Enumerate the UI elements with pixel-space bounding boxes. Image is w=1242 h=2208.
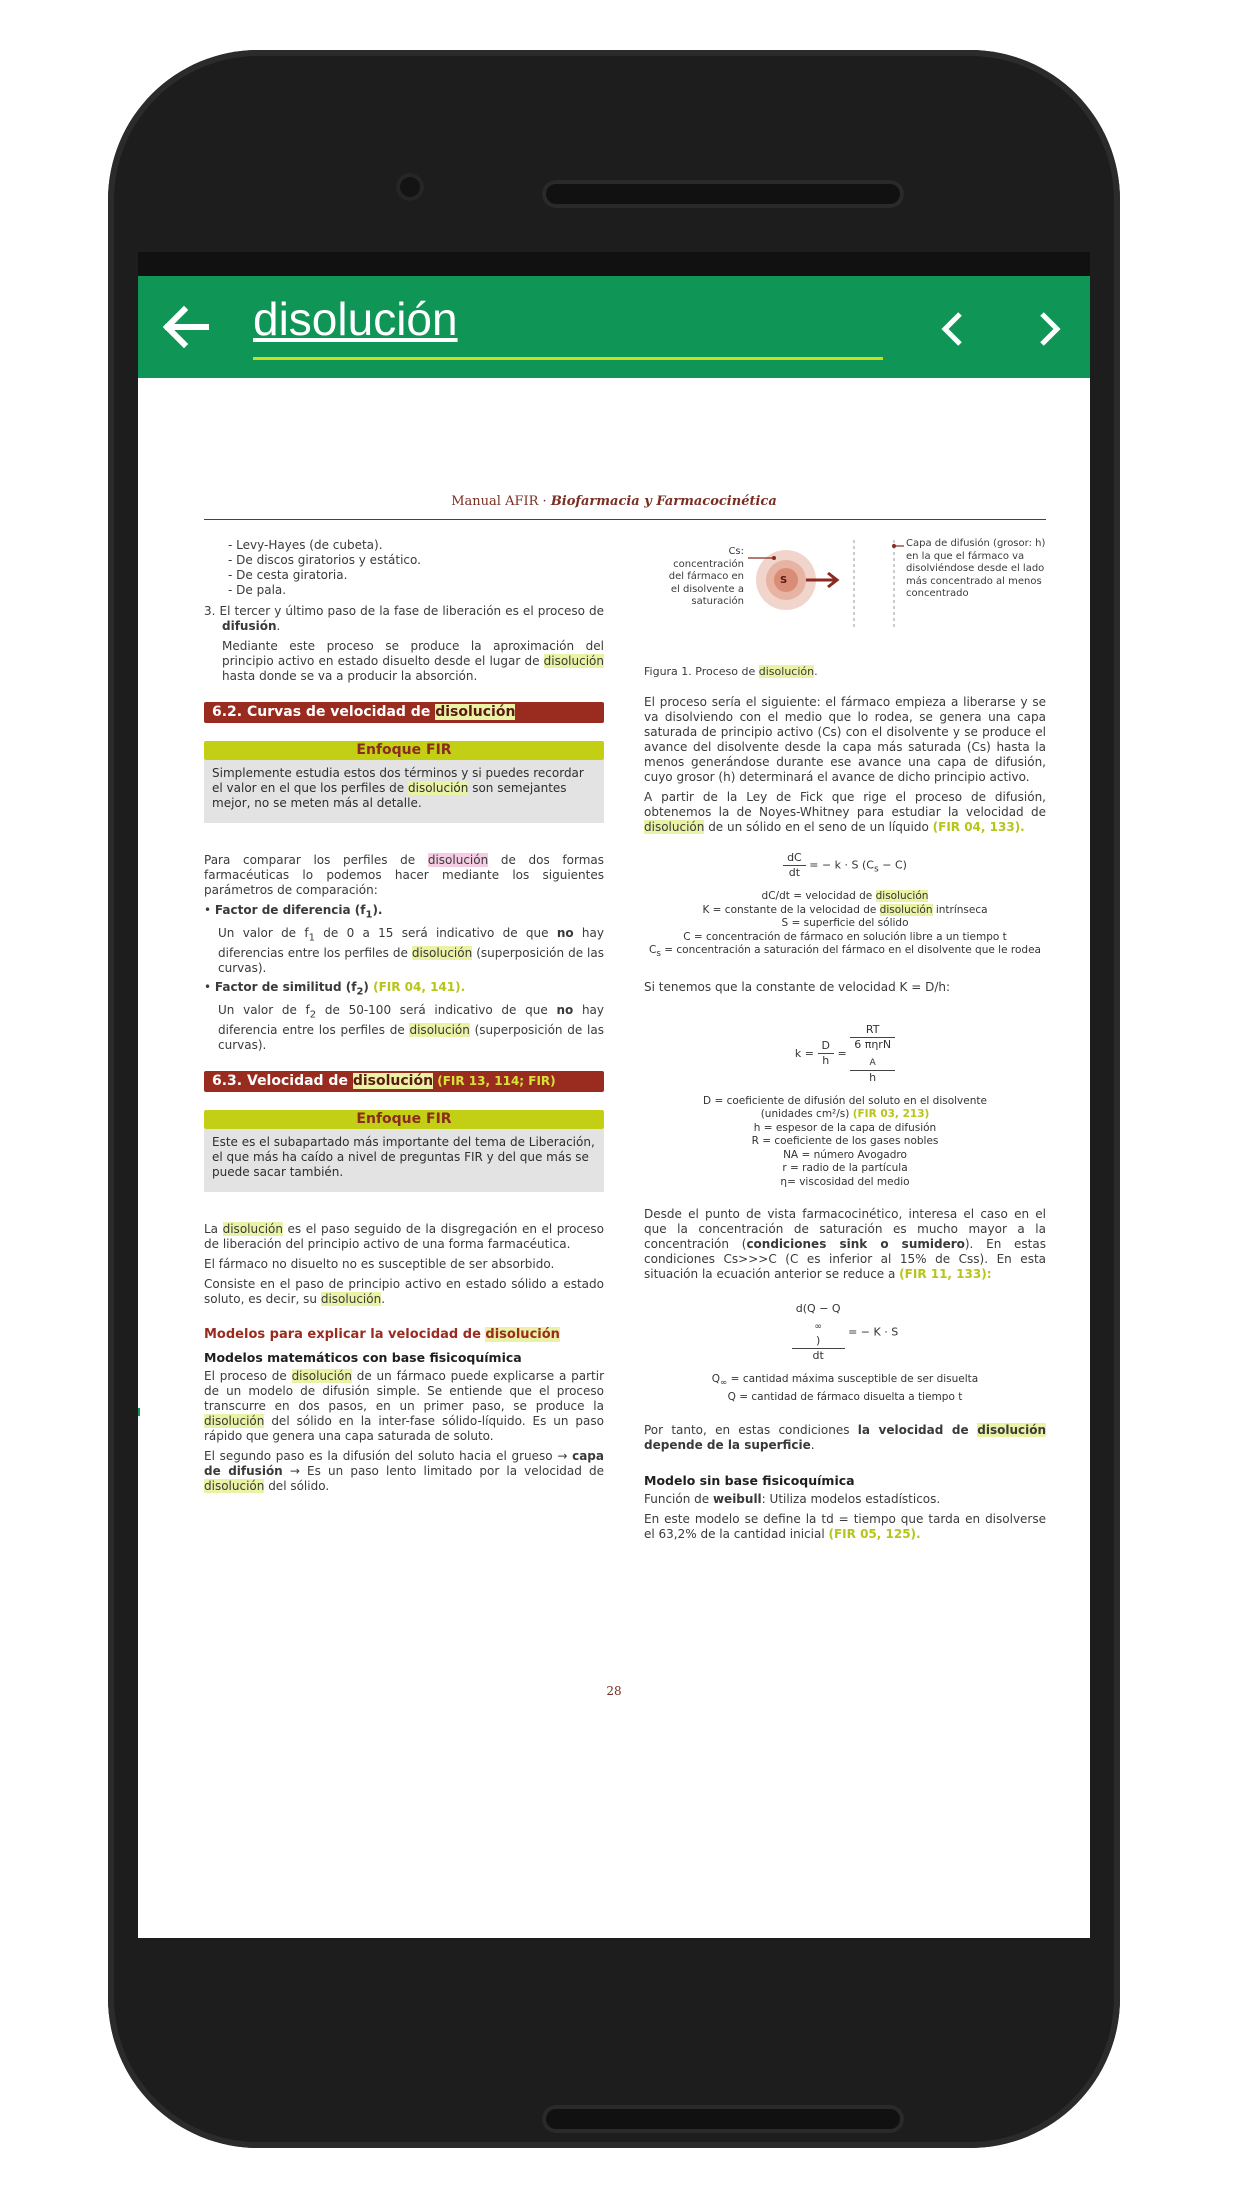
chevron-right-icon xyxy=(1024,304,1074,354)
figure-caption: Figura 1. Proceso de disolución. xyxy=(644,665,818,678)
paragraph: Desde el punto de vista farmacocinético, interesa el caso en el que la concentración de saturación es mucho mayor a la concentración (condiciones sink o sumidero). En estas condiciones Cs>>>C (C es inferior al 15% de Css). En esta situación la ecuación anterior se reduce a (FIR 11, 133): xyxy=(644,1207,1046,1282)
paragraph: Consiste en el paso de principio activo en estado sólido a estado soluto, es decir, su disolución. xyxy=(204,1276,604,1306)
search-highlight: disolución xyxy=(352,1072,434,1089)
numbered-item-3: 3. El tercer y último paso de la fase de liberación es el proceso de difusión. xyxy=(204,604,604,633)
paragraph: En este modelo se define la td = tiempo que tarda en disolverse el 63,2% de la cantidad inicial (FIR 05, 125). xyxy=(644,1511,1046,1541)
search-input[interactable] xyxy=(253,284,883,354)
front-camera xyxy=(396,173,424,201)
paragraph: Por tanto, en estas condiciones la velocidad de disolución depende de la superficie. xyxy=(644,1422,1047,1452)
search-highlight: disolución xyxy=(222,1221,283,1236)
search-highlight: disolución xyxy=(435,704,516,720)
noyes-whitney-equation: $\frac{dC}{dt}$ = − k · S $(C_s - C)$ xyxy=(644,851,1046,880)
paragraph: El proceso sería el siguiente: el fármaco empieza a liberarse y se va disolviendo con el medio que lo rodea, se genera una capa saturada de principio activo (Cs) con el disolvente y se produce el avance del disolvente desde la capa más saturada (Cs) hasta la menos generándose durante ese avance una capa de difusión, cuyo grosor (h) determinará el avance de dicho principio activo. xyxy=(644,695,1046,784)
header-rule xyxy=(204,519,1046,520)
fir-box-title: Enfoque FIR xyxy=(204,1110,604,1129)
left-column xyxy=(204,538,604,1499)
figure-label-layer: Capa de difusión (grosor: h) en la que el fármaco va disolviéndose desde el lado más concentrado al menos concentrado xyxy=(906,538,1046,599)
arrow-left-icon xyxy=(156,296,218,358)
method-list xyxy=(228,538,604,598)
search-highlight: disolución xyxy=(291,1368,352,1383)
search-highlight: disolución xyxy=(758,665,815,678)
dissolution-figure xyxy=(644,538,1046,658)
list-item: - De cesta giratoria. xyxy=(228,568,348,582)
device-screen xyxy=(138,252,1090,1938)
search-highlight: disolución xyxy=(543,654,604,668)
search-highlight: disolución xyxy=(644,820,705,834)
paragraph: Mediante este proceso se produce la aproximación del principio activo en estado disuelto desde el lugar de disolución hasta donde se va a producir la absorción. xyxy=(222,639,604,683)
figure-label-cs: Cs: concentración del fármaco en el disolvente a saturación xyxy=(668,546,744,607)
search-highlight: disolución xyxy=(409,1022,470,1037)
fir-box: Este es el subapartado más importante del tema de Liberación, el que más ha caído a nivel de preguntas FIR y del que más se puede sacar también. xyxy=(204,1129,604,1192)
section-heading-6-2: 6.2. Curvas de velocidad de disolución xyxy=(204,702,604,723)
list-item: - De discos giratorios y estático. xyxy=(228,553,421,567)
paragraph: El proceso de disolución de un fármaco puede explicarse a partir de un modelo de difusión simple. Se entiende que el proceso transcurre en dos pasos, en un primer paso, se produce la disolución del sólido en la inter-fase sólido-líquido. Es un paso rápido que genera una capa saturada de soluto. xyxy=(204,1368,605,1443)
chevron-left-icon xyxy=(928,304,978,354)
list-item: - Levy-Hayes (de cubeta). xyxy=(228,538,383,552)
paragraph: Para comparar los perfiles de disolución de dos formas farmacéuticas lo podemos hacer mediante los siguientes parámetros de comparación: xyxy=(204,853,604,897)
search-highlight: disolución xyxy=(485,1326,560,1342)
next-result-button[interactable] xyxy=(1024,304,1074,354)
header-title: Biofarmacia y Farmacocinética xyxy=(550,494,777,509)
sink-condition-equation: d(Q − Q $_\infty$ ) dt = − K · S xyxy=(644,1302,1046,1363)
page-number: 28 xyxy=(606,1684,622,1698)
right-column xyxy=(644,538,1046,1547)
paragraph: Un valor de $f_1$ de 0 a 15 será indicativo de que no hay diferencias entre los perfiles de disolución (superposición de las curvas). xyxy=(218,926,604,975)
bullet-factor-difference: • Factor de diferencia $(f_1)$. xyxy=(204,903,383,921)
list-item: - De pala. xyxy=(228,583,287,597)
dissolution-diagram xyxy=(744,538,904,648)
equation-definitions: dC/dt = velocidad de disolución K = constante de la velocidad de disolución intrínseca S = superficie del sólido C = concentración de fármaco en solución libre a un tiempo t $C_s$ = concentración a saturación del fármaco en el disolvente que le rodea xyxy=(649,890,1041,960)
diffusion-constant-equation: k = $\frac{D}{h}$ = RT 6 πηrN $_A$ h xyxy=(644,1023,1046,1085)
paragraph: El fármaco no disuelto no es susceptible de ser absorbido. xyxy=(204,1256,555,1271)
paragraph: A partir de la Ley de Fick que rige el proceso de difusión, obtenemos la de Noyes-Whitney para estudiar la velocidad de disolución de un sólido en el seno de un líquido (FIR 04, 133). xyxy=(644,790,1046,834)
search-highlight: disolución xyxy=(977,1422,1047,1437)
search-field[interactable] xyxy=(253,284,883,360)
paragraph: Si tenemos que la constante de velocidad K = D/h: xyxy=(644,979,951,994)
bottom-speaker xyxy=(542,2105,904,2133)
earpiece-speaker xyxy=(542,180,904,208)
subheading-math-models: Modelos matemáticos con base fisicoquímica xyxy=(204,1349,522,1365)
back-button[interactable] xyxy=(156,296,218,358)
search-highlight: disolución xyxy=(875,890,929,902)
search-highlight: disolución xyxy=(411,945,473,960)
equation-definitions: $Q_\infty$ = cantidad máxima susceptible de ser disuelta Q = cantidad de fármaco disuelta a tiempo t xyxy=(711,1373,979,1404)
status-bar xyxy=(138,252,1090,276)
search-app-bar xyxy=(138,276,1090,378)
paragraph: Un valor de $f_2$ de 50-100 será indicativo de que no hay diferencia entre los perfiles de disolución (superposición de las curvas). xyxy=(218,1003,605,1052)
current-search-highlight: disolución xyxy=(427,853,489,867)
search-underline xyxy=(253,357,883,360)
search-highlight: disolución xyxy=(204,1478,265,1493)
scroll-indicator xyxy=(138,1408,140,1416)
document-page xyxy=(138,378,1090,1938)
search-highlight: disolución xyxy=(408,781,469,795)
search-highlight: disolución xyxy=(320,1291,382,1306)
equation-definitions: D = coeficiente de difusión del soluto en el disolvente (unidades cm²/s) (FIR 03, 213) h = espesor de la capa de difusión R = coeficiente de los gases nobles NA = número Avogadro r = radio de la partícula η= viscosidad del medio xyxy=(703,1094,987,1188)
paragraph: El segundo paso es la difusión del soluto hacia el grueso → capa de difusión → Es un paso lento limitado por la velocidad de disolución del sólido. xyxy=(204,1448,604,1493)
subheading-no-base: Modelo sin base fisicoquímica xyxy=(644,1472,855,1488)
header-prefix: Manual AFIR · xyxy=(451,494,551,509)
search-highlight: disolución xyxy=(204,1413,265,1428)
paragraph: La disolución es el paso seguido de la disgregación en el proceso de liberación del principio activo de una forma farmacéutica. xyxy=(204,1221,604,1251)
fir-box-title: Enfoque FIR xyxy=(204,741,604,760)
section-heading-6-3: 6.3. Velocidad de disolución (FIR 13, 114; FIR) xyxy=(204,1071,604,1092)
figure-label-s: S xyxy=(780,575,788,586)
bullet-factor-similarity: • Factor de similitud $(f_2)$ (FIR 04, 141). xyxy=(204,979,466,998)
fir-box: Simplemente estudia estos dos términos y si puedes recordar el valor en el que los perfiles de disolución son semejantes mejor, no se meten más al detalle. xyxy=(204,760,604,823)
previous-result-button[interactable] xyxy=(928,304,978,354)
search-highlight: disolución xyxy=(879,903,933,916)
subheading-models: Modelos para explicar la velocidad de disolución xyxy=(204,1326,560,1342)
page-header xyxy=(138,494,1090,509)
paragraph: Función de weibull: Utiliza modelos estadísticos. xyxy=(644,1491,941,1506)
